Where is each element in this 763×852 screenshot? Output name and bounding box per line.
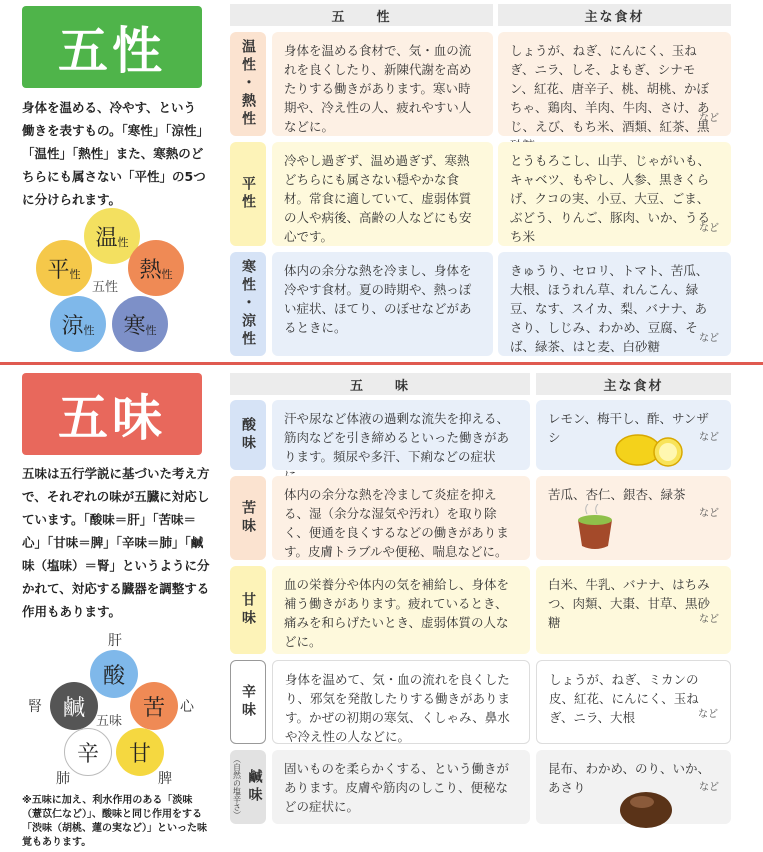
gomi-row-desc: 身体を温めて、気・血の流れを良くしたり、邪気を発散したりする働きがあります。かぜの初期の寒気、くしゃみ、鼻水や冷え性の人などに。 — [272, 660, 530, 744]
clam-icon — [618, 786, 674, 830]
lemon-icon — [614, 430, 684, 468]
gosei-diagram — [28, 200, 213, 360]
gosei-row-foods: とうもろこし、山芋、じゃがいも、キャベツ、もやし、人参、黒きくらげ、クコの実、小豆、大豆、ごま、ぶどう、りんご、豚肉、いか、うるち米 など — [498, 142, 731, 246]
gosei-circle-hot: 熱 性 — [128, 240, 184, 296]
gomi-row-desc: 汗や尿など体液の過剰な流失を抑える、筋肉などを引き締めるといった働きがあります。頻尿や多汗、下痢などの症状 — [272, 400, 530, 470]
gosei-row-desc: 冷やし過ぎず、温め過ぎず、寒熱どちらにも属さない穏やかな食材。常食に適していて、虚弱体質の人や病後、高齢の人などにも安心です。 — [272, 142, 493, 246]
gomi-row-foods: 昆布、わかめ、のり、いか、あさり など — [536, 750, 731, 824]
gomi-circle-sweet: 甘 — [116, 728, 164, 776]
gosei-circle-neutral: 平 性 — [36, 240, 92, 296]
gomi-row-label: 甘味 — [230, 566, 266, 654]
gomi-row-foods: しょうが、ねぎ、ミカンの皮、紅花、にんにく、玉ねぎ、ニラ、大根 など — [536, 660, 731, 744]
gomi-row-label: 辛味 — [230, 660, 266, 744]
gomi-row-label: 苦味 — [230, 476, 266, 560]
gomi-description: 五味は五行学説に基づいた考え方で、それぞれの味が五臓に対応しています。「酸味＝肝」「苦味＝心」「甘味＝脾」「辛味＝肺」「鹹味（塩味）＝腎」というように分かれて、対応する臓器を調整する作用もあります。 — [22, 466, 210, 619]
gosei-row-label: 温性・熱性 — [230, 32, 266, 136]
gosei-header-col2: 主な食材 — [498, 4, 731, 26]
gomi-diagram-center: 五味 — [96, 714, 123, 729]
gomi-organ-lung: 肺 — [56, 771, 70, 787]
gomi-row-foods: 白米、牛乳、バナナ、はちみつ、肉類、大棗、甘草、黒砂糖 など — [536, 566, 731, 654]
gomi-circle-bitter: 苦 — [130, 682, 178, 730]
gomi-row-foods: 苦瓜、杏仁、銀杏、緑茶 など — [536, 476, 731, 560]
gosei-row-foods: きゅうり、セロリ、トマト、苦瓜、大根、ほうれん草、れんこん、緑豆、なす、スイカ、梨、バナナ、あさり、しじみ、わかめ、豆腐、そば、緑茶、はと麦、白砂糖 など — [498, 252, 731, 356]
gomi-row-desc: 固いものを柔らかくする、という働きがあります。皮膚や筋肉のしこり、便秘などの症状に。 — [272, 750, 530, 824]
gosei-row-label: 寒性・涼性 — [230, 252, 266, 356]
gomi-organ-heart: 心 — [180, 699, 194, 715]
gosei-circle-cool: 涼 性 — [50, 296, 106, 352]
gomi-header-col1: 五 味 — [230, 373, 530, 395]
gomi-organ-spleen: 脾 — [158, 771, 172, 787]
gomi-row-desc: 体内の余分な熱を冷まして炎症を抑える、湿（余分な湿気や汚れ）を取り除く、便通を良くするなどの働きがあります。皮膚トラブルや便秘、喘息などに。 — [272, 476, 530, 560]
gosei-row-foods: しょうが、ねぎ、にんにく、玉ねぎ、ニラ、しそ、よもぎ、シナモン、紅花、唐辛子、桃、胡桃、かぼちゃ、鶏肉、羊肉、牛肉、さけ、あじ、えび、もち米、酒類、紅茶、黒 など — [498, 32, 731, 136]
green-tea-icon — [572, 504, 618, 554]
gomi-circle-pungent: 辛 — [64, 728, 112, 776]
gosei-row-desc: 身体を温める食材で、気・血の流れを良くしたり、新陳代謝を高めたりする働きがあります。寒い時期や、冷え性の人、疲れやすい人などに。 — [272, 32, 493, 136]
gomi-organ-kidney: 腎 — [28, 699, 42, 715]
salty-label: 鹹味 — [246, 769, 263, 805]
gomi-row-desc: 血の栄養分や体内の気を補給し、身体を補う働きがあります。疲れているとき、痛みを和らげたいとき、虚弱体質の人などに。 — [272, 566, 530, 654]
gosei-description: 身体を温める、冷やす、という 働きを表すもの。「寒性」「涼性」「温性」「熱性」また、寒熱のどちらにも属さない「平性」の5つに分けられます。 — [22, 100, 210, 207]
gosei-diagram-center: 五性 — [92, 280, 119, 295]
section-divider — [0, 362, 763, 365]
gomi-row-label-salty — [230, 750, 266, 824]
gomi-row-label: 酸味 — [230, 400, 266, 470]
gosei-circle-warm: 温 性 — [84, 208, 140, 264]
gomi-organ-liver: 肝 — [108, 633, 122, 649]
gomi-header-col2: 主な食材 — [536, 373, 731, 395]
gosei-row-desc: 体内の余分な熱を冷まし、身体を冷やす食材。夏の時期や、熱っぽい症状、ほてり、のぼせなどがあるときに。 — [272, 252, 493, 356]
gomi-diagram — [28, 628, 208, 788]
gomi-circle-salty: 鹹 — [50, 682, 98, 730]
gomi-note: ※五味に加え、利水作用のある「淡味（薏苡仁など）」、酸味と同じ作用をする「渋味（胡桃、蓮の実など）」といった味覚もあります。 — [22, 795, 207, 848]
gosei-row-label: 平性 — [230, 142, 266, 246]
gosei-title: 五性 — [22, 6, 202, 88]
gomi-circle-sour: 酸 — [90, 650, 138, 698]
gomi-title: 五味 — [22, 373, 202, 455]
gosei-header-col1: 五 性 — [230, 4, 493, 26]
gomi-row-foods: レモン、梅干し、酢、サンザシ など — [536, 400, 731, 470]
gosei-circle-cold: 寒 性 — [112, 296, 168, 352]
salty-sublabel: （自然の塩辛さ） — [232, 755, 242, 819]
